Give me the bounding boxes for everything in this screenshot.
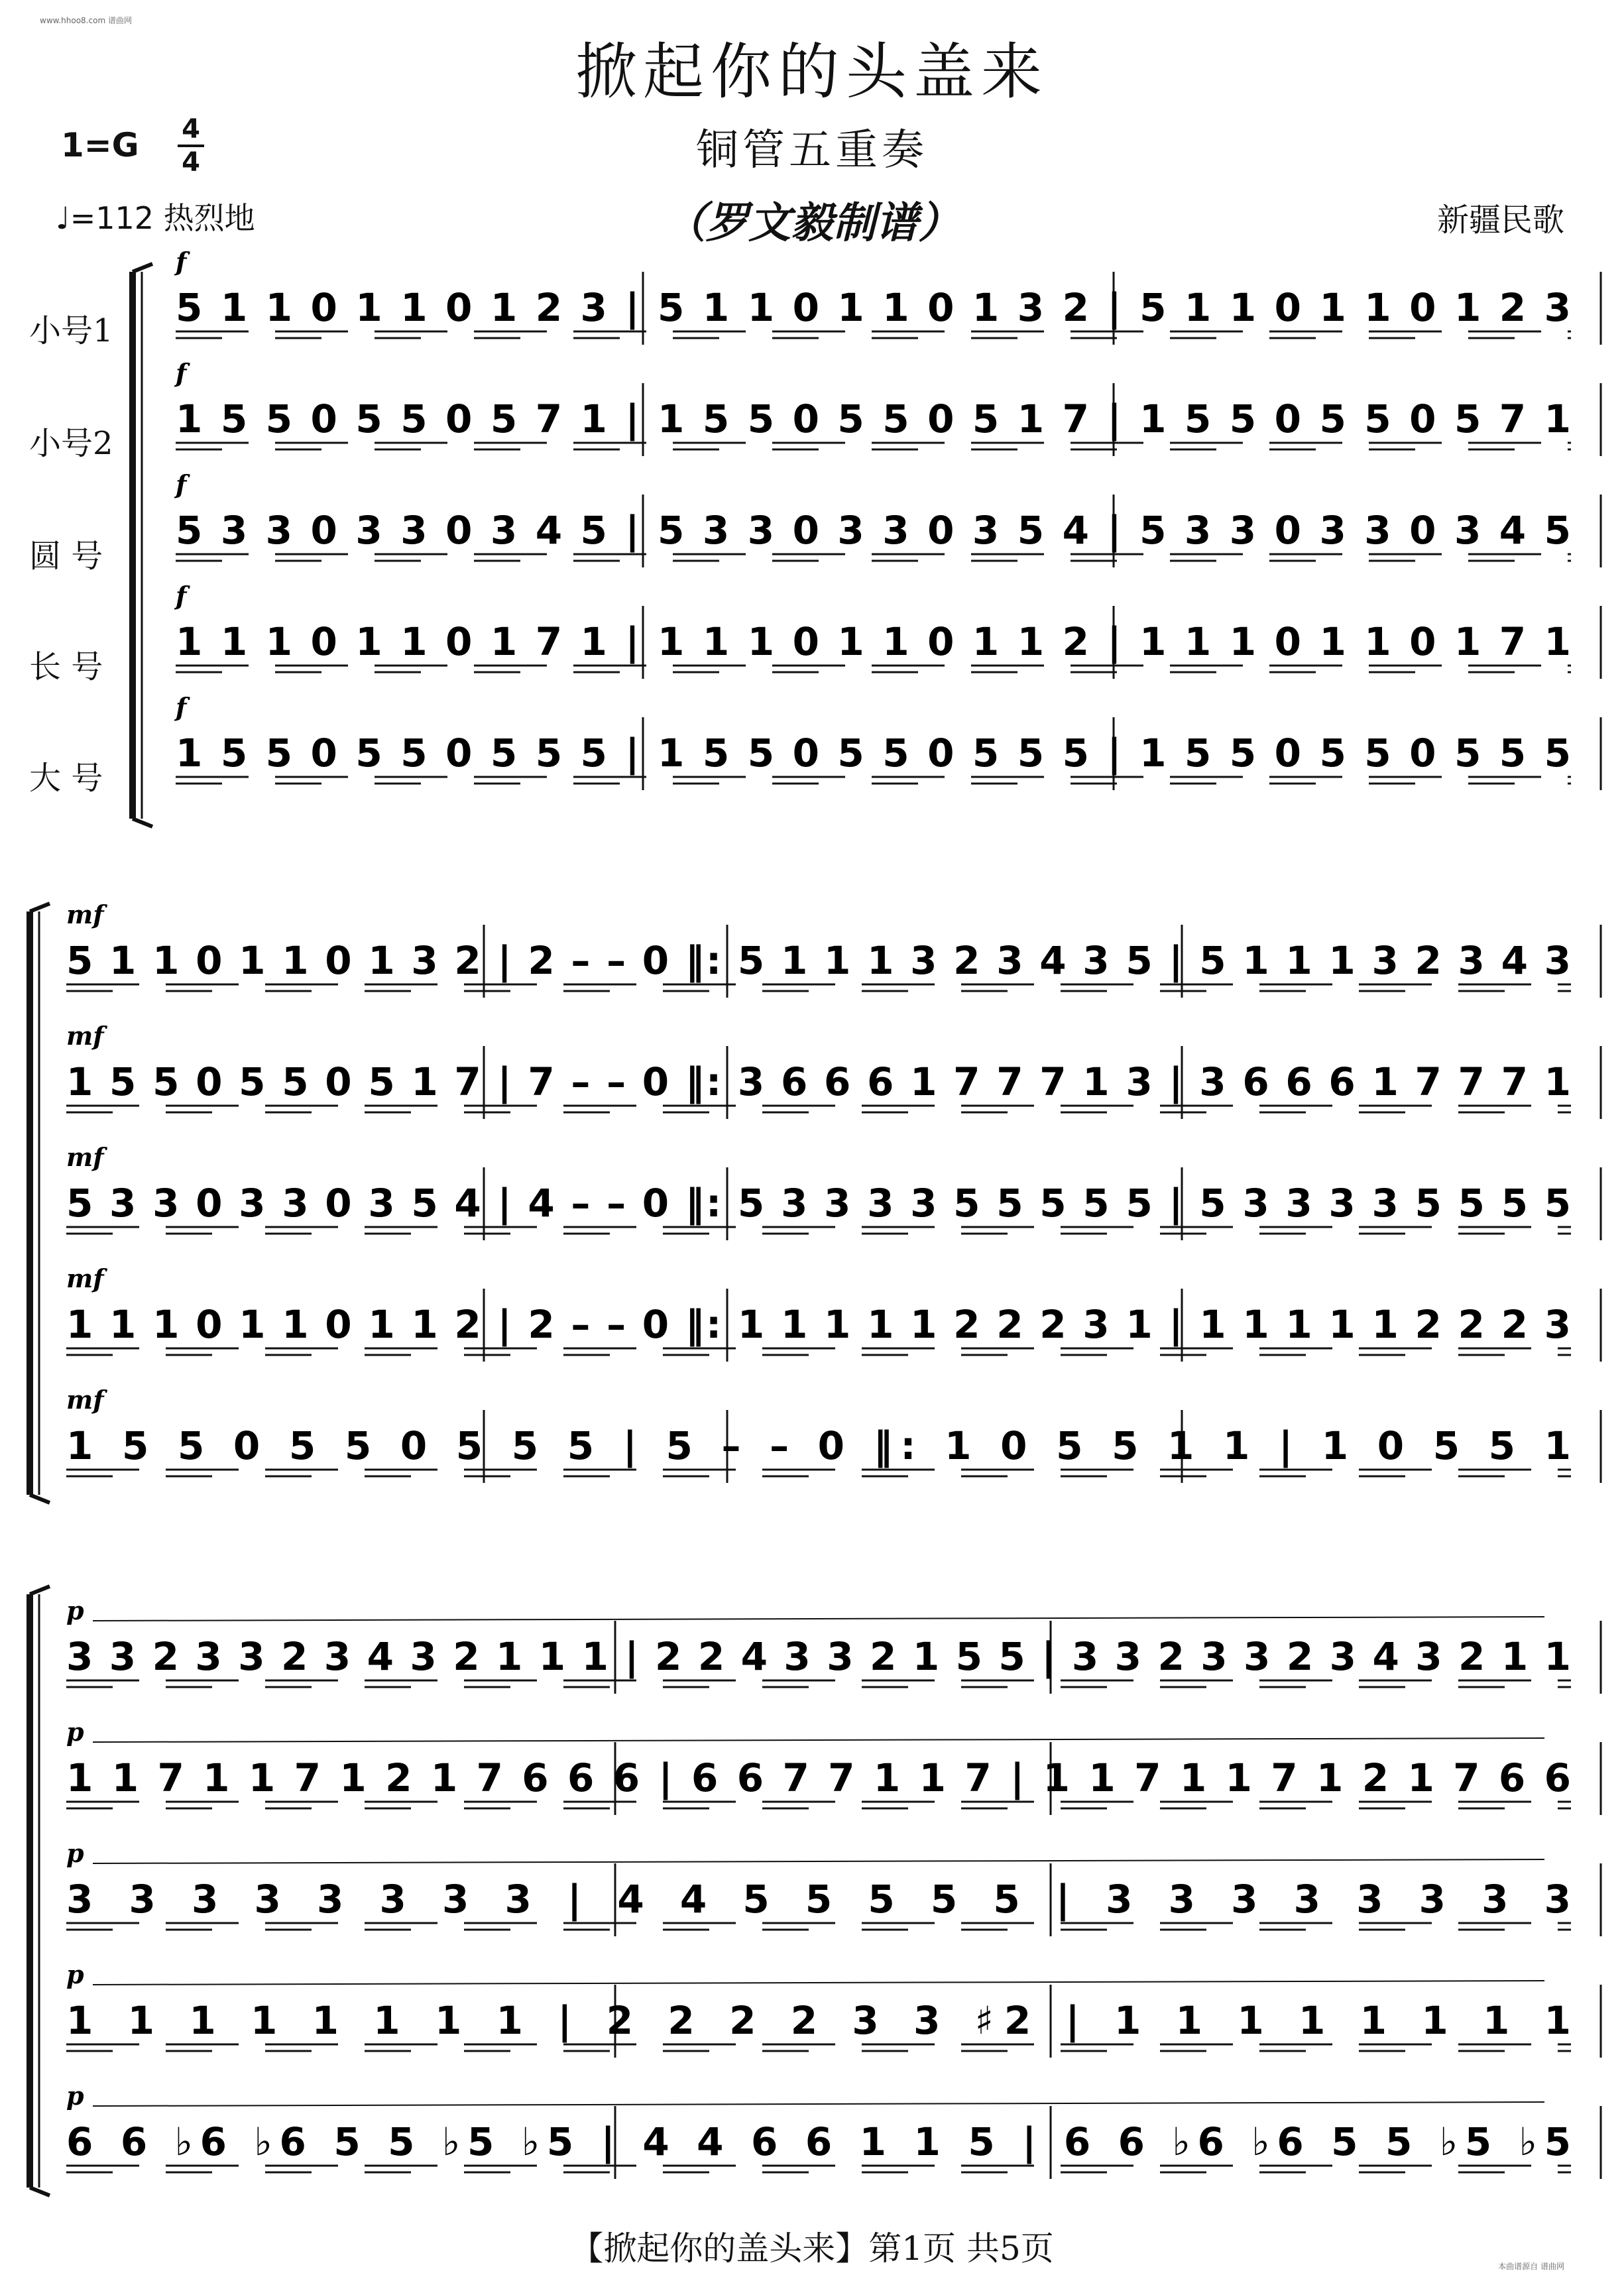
decrescendo-line <box>93 1617 1544 1621</box>
dynamic-mark: p <box>66 2081 84 2111</box>
note-row: 1 5 5 0 5 5 0 5 1 7 | 7 – – 0 ‖: 3 6 6 6 1 7 7 7 1 3 | 3 6 6 6 1 7 7 7 1 <box>66 1059 1571 1104</box>
decrescendo-line <box>93 1859 1544 1863</box>
tempo-marking: ♩=112 热烈地 <box>56 200 255 236</box>
note-row: 1 1 1 0 1 1 0 1 7 1 | 1 1 1 0 1 1 0 1 1 2 | 1 1 1 0 1 1 0 1 7 1 <box>176 619 1571 664</box>
note-row: 1 5 5 0 5 5 0 5 5 5 | 1 5 5 0 5 5 0 5 5 5 | 1 5 5 0 5 5 0 5 5 5 <box>176 731 1571 776</box>
time-bottom: 4 <box>178 145 204 178</box>
note-row: 5 3 3 0 3 3 0 3 5 4 | 4 – – 0 ‖: 5 3 3 3 3 5 5 5 5 5 | 5 3 3 3 3 5 5 5 5 <box>66 1181 1571 1226</box>
dynamic-mark: f <box>176 581 187 611</box>
dynamic-mark: p <box>66 1596 84 1625</box>
note-row: 6 6 ♭6 ♭6 5 5 ♭5 ♭5 | 4 4 6 6 1 1 5 | 6 6 ♭6 ♭6 5 5 ♭5 ♭5 <box>66 2119 1571 2164</box>
note-row: 3 3 3 3 3 3 3 3 | 4 4 5 5 5 5 5 | 3 3 3 3 3 3 3 3 <box>66 1877 1572 1922</box>
dynamic-mark: mf <box>66 1263 104 1293</box>
instrument-label-trumpet2: 小号2 <box>29 425 113 462</box>
bracket-hook-top <box>133 264 152 272</box>
instrument-label-trumpet1: 小号1 <box>29 312 113 349</box>
page-footer: 【掀起你的盖头来】第1页 共5页 <box>570 2229 1054 2268</box>
bracket-hook-bottom <box>30 2188 50 2195</box>
dynamic-mark: mf <box>66 900 104 929</box>
site-watermark-bottom: 本曲谱源自 谱曲网 <box>1498 2262 1564 2271</box>
instrument-label-horn: 圆 号 <box>29 538 103 575</box>
bracket-hook-bottom <box>30 1495 50 1503</box>
note-row: 1 1 1 1 1 1 1 1 | 2 2 2 2 3 3 ♯2 | 1 1 1 1 1 1 1 1 <box>66 1998 1572 2043</box>
note-row: 1 5 5 0 5 5 0 5 5 5 | 5 – – 0 ‖: 1 0 5 5 1 1 | 1 0 5 5 1 <box>66 1423 1571 1468</box>
dynamic-mark: mf <box>66 1142 104 1172</box>
dynamic-mark: f <box>176 247 187 276</box>
site-watermark-top: www.hhoo8.com 谱曲网 <box>40 16 132 25</box>
song-title: 掀起你的头盖来 <box>575 36 1049 107</box>
key-signature: 1=G <box>61 126 139 164</box>
note-row: 5 3 3 0 3 3 0 3 4 5 | 5 3 3 0 3 3 0 3 5 4 | 5 3 3 0 3 3 0 3 4 5 <box>176 508 1571 553</box>
bracket-hook-top <box>30 1586 50 1594</box>
decrescendo-line <box>93 1738 1544 1742</box>
arranger-credit: （罗文毅制谱） <box>664 198 960 248</box>
decrescendo-line <box>93 1981 1544 1985</box>
time-top: 4 <box>182 114 200 145</box>
dynamic-mark: f <box>176 692 187 722</box>
note-row: 5 1 1 0 1 1 0 1 3 2 | 2 – – 0 ‖: 5 1 1 1 3 2 3 4 3 5 | 5 1 1 1 3 2 3 4 3 <box>66 938 1571 983</box>
instrument-label-trombone: 长 号 <box>29 648 103 685</box>
instrument-label-tuba: 大 号 <box>29 760 103 797</box>
bracket-hook-bottom <box>133 819 152 827</box>
song-subtitle: 铜管五重奏 <box>696 126 928 175</box>
note-row: 1 1 1 0 1 1 0 1 1 2 | 2 – – 0 ‖: 1 1 1 1 1 2 2 2 3 1 | 1 1 1 1 1 2 2 2 3 <box>66 1302 1571 1347</box>
note-row: 1 5 5 0 5 5 0 5 7 1 | 1 5 5 0 5 5 0 5 1 7 | 1 5 5 0 5 5 0 5 7 1 <box>176 396 1571 441</box>
genre-label: 新疆民歌 <box>1436 202 1564 239</box>
note-row: 5 1 1 0 1 1 0 1 2 3 | 5 1 1 0 1 1 0 1 3 2 | 5 1 1 0 1 1 0 1 2 3 <box>176 285 1571 330</box>
note-row: 3 3 2 3 3 2 3 4 3 2 1 1 1 | 2 2 4 3 3 2 1 5 5 | 3 3 2 3 3 2 3 4 3 2 1 1 <box>66 1634 1571 1679</box>
dynamic-mark: f <box>176 358 187 388</box>
dynamic-mark: mf <box>66 1021 104 1051</box>
note-row: 1 1 7 1 1 7 1 2 1 7 6 6 6 | 6 6 7 7 1 1 7 | 1 1 7 1 1 7 1 2 1 7 6 6 <box>66 1755 1572 1800</box>
dynamic-mark: f <box>176 469 187 499</box>
dynamic-mark: p <box>66 1960 84 1989</box>
dynamic-mark: p <box>66 1838 84 1868</box>
bracket-hook-top <box>30 904 50 911</box>
dynamic-mark: mf <box>66 1385 104 1415</box>
dynamic-mark: p <box>66 1717 84 1747</box>
decrescendo-line <box>93 2102 1544 2106</box>
